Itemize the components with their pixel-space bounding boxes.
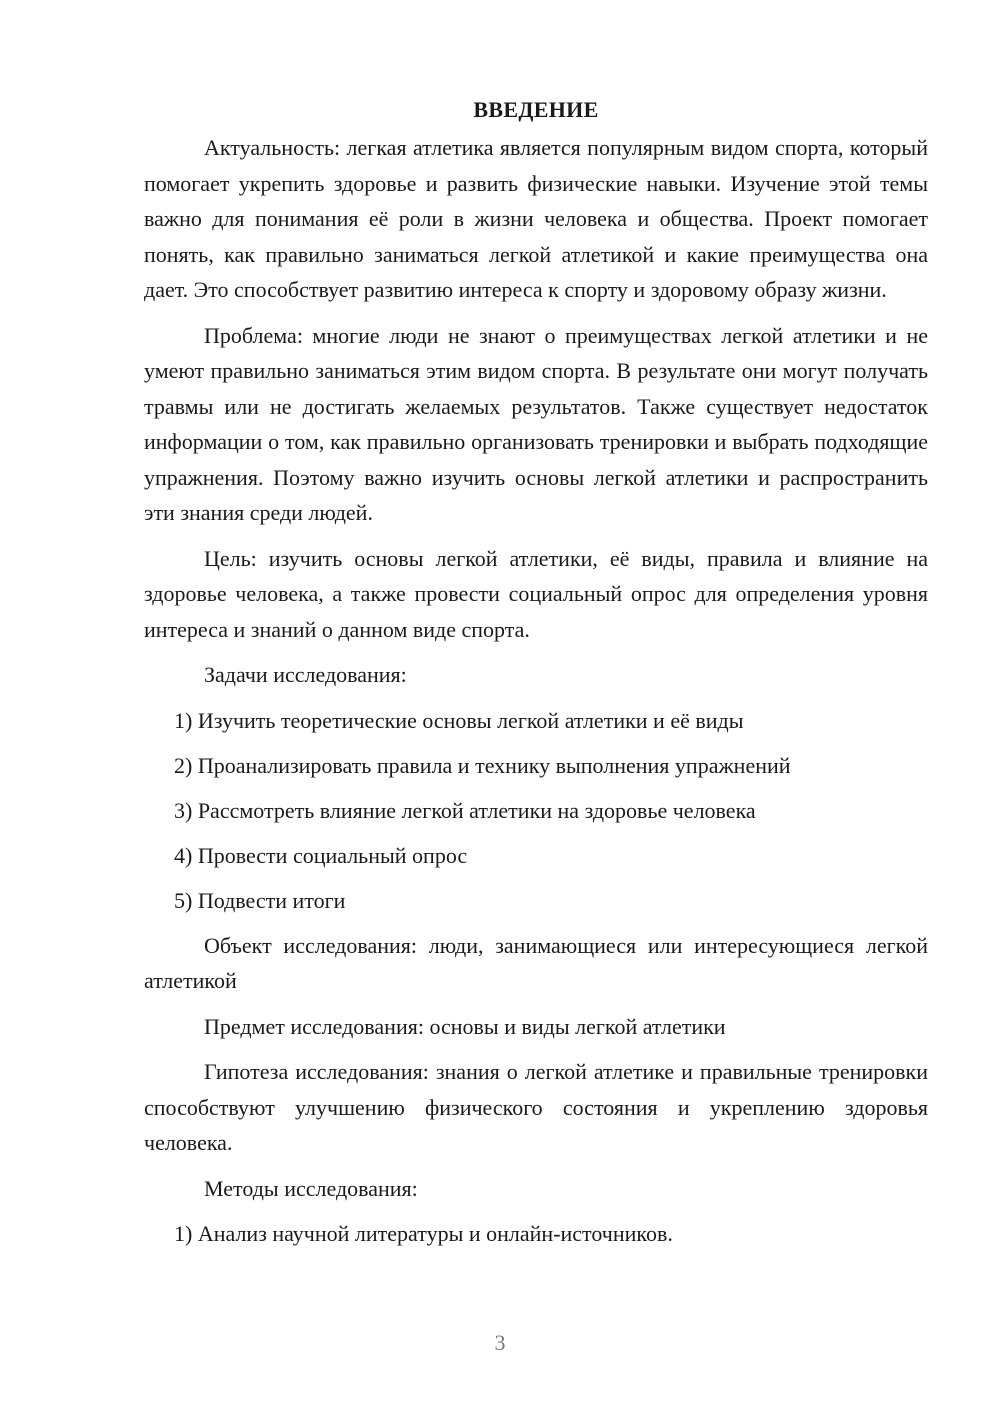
object-paragraph: Объект исследования: люди, занимающиеся или интересующиеся легкой атлетикой — [144, 932, 928, 993]
tasks-list — [144, 703, 928, 919]
subject-paragraph: Предмет исследования: основы и виды легкой атлетики — [204, 1013, 726, 1039]
page-body — [144, 94, 928, 1261]
task-item: 3) Рассмотреть влияние легкой атлетики на здоровье человека — [174, 797, 756, 823]
task-item: 2) Проанализировать правила и технику выполнения упражнений — [174, 752, 791, 778]
goal-paragraph: Цель: изучить основы легкой атлетики, её виды, правила и влияние на здоровье человека, а также провести социальный опрос для определения уровня интереса и знаний о данном виде спорта. — [144, 545, 928, 642]
task-item: 5) Подвести итоги — [174, 887, 346, 913]
hypothesis-paragraph: Гипотеза исследования: знания о легкой атлетике и правильные тренировки способствуют улучшению физического состояния и укреплению здоровья человека. — [144, 1059, 928, 1155]
methods-heading: Методы исследования: — [204, 1175, 418, 1201]
task-item: 1) Изучить теоретические основы легкой атлетики и её виды — [174, 707, 744, 733]
task-item: 4) Провести социальный опрос — [174, 842, 468, 868]
problem-paragraph: Проблема: многие люди не знают о преимуществах легкой атлетики и не умеют правильно заниматься этим видом спорта. В результате они могут получать травмы или не достигать желаемых результатов. Также существует недостаток информации о том, как правильно организовать тренировки и выбрать подходящие упражнения. Поэтому важно изучить основы легкой атлетики и распространить эти знания среди людей. — [144, 322, 928, 525]
method-item: 1) Анализ научной литературы и онлайн-источников. — [174, 1221, 673, 1246]
section-title: ВВЕДЕНИЕ — [473, 97, 599, 122]
methods-list — [144, 1216, 928, 1252]
relevance-paragraph: Актуальность: легкая атлетика является популярным видом спорта, который помогает укрепить здоровье и развить физические навыки. Изучение этой темы важно для понимания её роли в жизни человека и общества. Проект помогает понять, как правильно заниматься легкой атлетикой и какие преимущества она дает. Это способствует развитию интереса к спорту и здоровому образу жизни. — [144, 135, 928, 302]
page-number: 3 — [494, 1330, 506, 1355]
tasks-heading: Задачи исследования: — [204, 662, 407, 687]
